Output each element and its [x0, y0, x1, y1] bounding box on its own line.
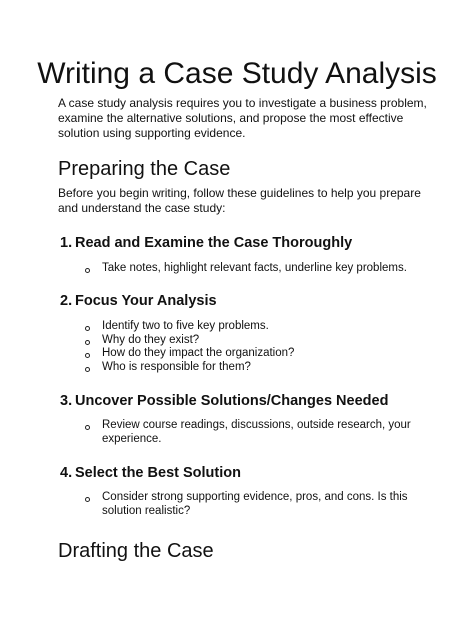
step-4-bullet-list: [82, 491, 422, 518]
list-item: [82, 361, 422, 375]
bullet-circle-icon: [85, 268, 90, 273]
list-item-text: How do they impact the organization?: [102, 347, 295, 359]
step-title-1: Read and Examine the Case Thoroughly: [75, 235, 353, 251]
intro-paragraph: A case study analysis requires you to investigate a business problem, examine the alternative solutions, and propose the most effective solution using supporting evidence.: [58, 96, 427, 140]
list-item-text: Who is responsible for them?: [102, 360, 251, 373]
section-heading-drafting: Drafting the Case: [58, 540, 214, 562]
bullet-circle-icon: [85, 353, 90, 358]
step-number-4: 4.: [60, 465, 73, 481]
bullet-circle-icon: [85, 497, 90, 502]
bullet-circle-icon: [85, 367, 90, 372]
list-item: [82, 491, 422, 518]
list-item: [82, 320, 422, 334]
list-item: [82, 419, 422, 446]
step-title-3: Uncover Possible Solutions/Changes Needed: [75, 393, 389, 409]
step-title-2: Focus Your Analysis: [75, 293, 217, 309]
step-3-bullet-list: [82, 419, 422, 446]
step-title-4: Select the Best Solution: [75, 465, 241, 481]
step-heading-3: [60, 392, 388, 410]
step-heading-4: [60, 464, 241, 482]
step-1-bullet-list: [82, 262, 422, 276]
step-number-1: 1.: [60, 235, 73, 251]
step-heading-2: [60, 292, 217, 310]
bullet-circle-icon: [85, 326, 90, 331]
list-item-text: Why do they exist?: [102, 333, 200, 346]
list-item-text: Consider strong supporting evidence, pros, and cons. Is this solution realistic?: [102, 491, 408, 517]
preparing-intro-paragraph: Before you begin writing, follow these guidelines to help you prepare and understand the case study:: [58, 186, 421, 215]
list-item-text: Take notes, highlight relevant facts, underline key problems.: [102, 262, 407, 274]
bullet-circle-icon: [85, 340, 90, 345]
list-item-text: Identify two to five key problems.: [102, 320, 269, 332]
step-number-3: 3.: [60, 393, 73, 409]
list-item-text: Review course readings, discussions, outside research, your experience.: [102, 419, 411, 445]
list-item: [82, 262, 422, 276]
list-item: [82, 347, 422, 361]
step-number-2: 2.: [60, 293, 73, 309]
list-item: [82, 334, 422, 348]
document-title: Writing a Case Study Analysis: [37, 57, 437, 90]
bullet-circle-icon: [85, 425, 90, 430]
step-heading-1: [60, 234, 352, 252]
step-2-bullet-list: [82, 320, 422, 374]
section-heading-preparing: Preparing the Case: [58, 158, 231, 180]
